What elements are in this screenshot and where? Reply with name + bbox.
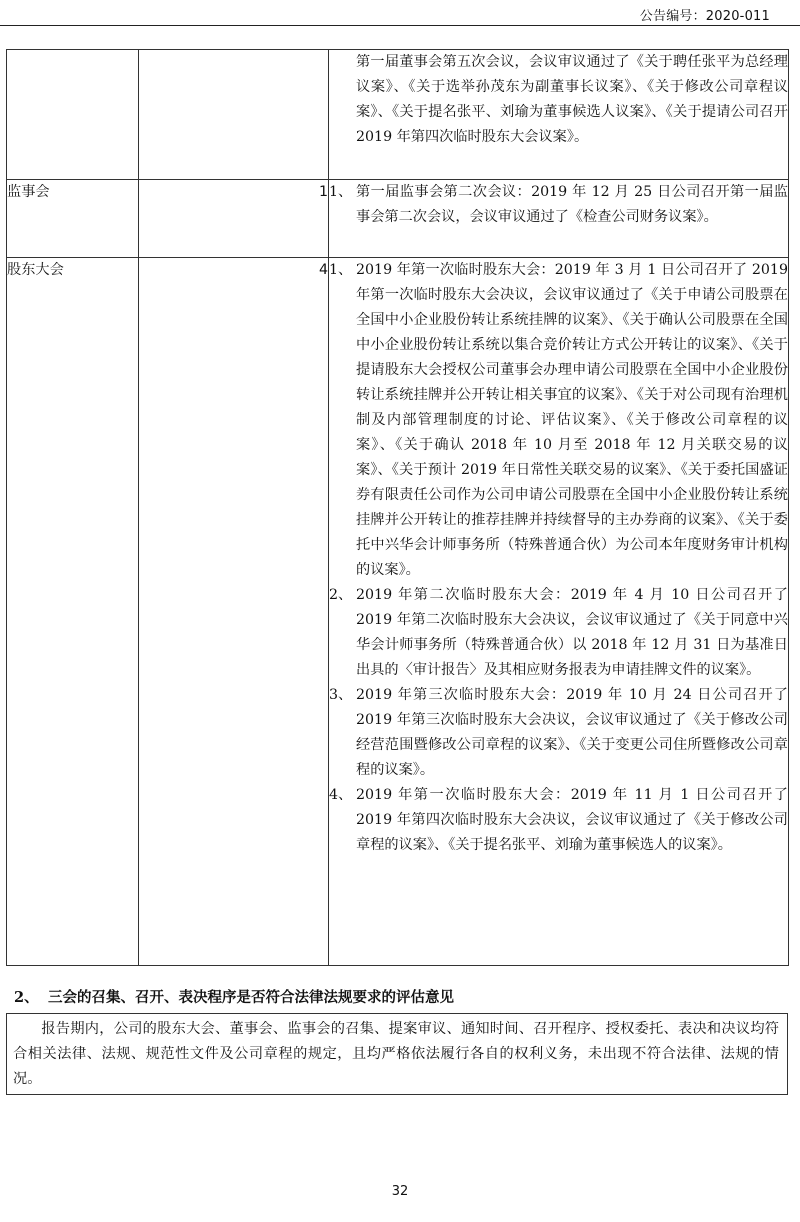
table-row: [7, 258, 789, 966]
table-cell-detail: [329, 180, 789, 258]
table-cell-count: 4: [139, 258, 329, 966]
list-item: [329, 783, 788, 858]
page-header: [0, 0, 800, 26]
table-row: [7, 50, 789, 180]
table-cell-detail: [329, 258, 789, 966]
list-item: [329, 180, 788, 230]
section-title: 三会的召集、召开、表决程序是否符合法律法规要求的评估意见: [48, 989, 454, 1006]
item-number: 1、: [329, 184, 353, 200]
list-item: [329, 583, 788, 683]
item-text: 2019 年第一次临时股东大会：2019 年 11 月 1 日公司召开了 2019 年第四次临时股东大会决议，会议审议通过了《关于修改公司章程的议案》、《关于提名张平、刘瑜为董事候选人的议案》。: [356, 787, 788, 853]
table-cell-count: [139, 50, 329, 180]
table-cell-body: 监事会: [7, 180, 139, 258]
assessment-opinion: 报告期内，公司的股东大会、董事会、监事会的召集、提案审议、通知时间、召开程序、授权委托、表决和决议均符合相关法律、法规、规范性文件及公司章程的规定，且均严格依法履行各自的权利义务，未出现不符合法律、法规的情况。: [6, 1013, 788, 1095]
table-row: [7, 180, 789, 258]
item-number: 2、: [329, 587, 353, 603]
item-text: 第一届监事会第二次会议：2019 年 12 月 25 日公司召开第一届监事会第二次会议，会议审议通过了《检查公司财务议案》。: [356, 184, 788, 225]
meetings-table: [6, 49, 789, 966]
table-cell-count: 1: [139, 180, 329, 258]
item-number: 4、: [329, 787, 353, 803]
item-text: 2019 年第二次临时股东大会：2019 年 4 月 10 日公司召开了 2019 年第二次临时股东大会决议，会议审议通过了《关于同意中兴华会计师事务所（特殊普通合伙）以 2018 年 12 月 31 日为基准日出具的〈审计报告〉及其相应财务报表为申请挂牌文件的议案》。: [356, 587, 788, 678]
section-number: 2、: [14, 989, 39, 1006]
table-cell-body: [7, 50, 139, 180]
continuation-text: 第一届董事会第五次会议，会议审议通过了《关于聘任张平为总经理议案》、《关于选举孙茂东为副董事长议案》、《关于修改公司章程议案》、《关于提名张平、刘瑜为董事候选人议案》、《关于提请公司召开 2019 年第四次临时股东大会议案》。: [356, 54, 788, 145]
section-heading: [14, 986, 454, 1007]
page-number: 32: [391, 1184, 409, 1199]
item-text: 2019 年第三次临时股东大会：2019 年 10 月 24 日公司召开了 2019 年第三次临时股东大会决议，会议审议通过了《关于修改公司经营范围暨修改公司章程的议案》、《关于变更公司住所暨修改公司章程的议案》。: [356, 687, 788, 778]
item-number: 1、: [329, 262, 353, 278]
list-item: [329, 683, 788, 783]
document-number: 公告编号：2020-011: [639, 9, 770, 24]
table-cell-detail: [329, 50, 789, 180]
item-number: 3、: [329, 687, 353, 703]
list-item: [329, 258, 788, 583]
item-text: 2019 年第一次临时股东大会：2019 年 3 月 1 日公司召开了 2019 年第一次临时股东大会决议，会议审议通过了《关于申请公司股票在全国中小企业股份转让系统挂牌的议案》、《关于确认公司股票在全国中小企业股份转让系统以集合竞价转让方式公开转让的议案》、《关于提请股东大会授权公司董事会办理申请公司股票在全国中小企业股份转让系统挂牌并公开转让相关事宜的议案》、《关于对公司现有治理机制及内部管理制度的讨论、评估议案》、《关于修改公司章程的议案》、《关于确认 2018 年 10 月至 2018 年 12 月关联交易的议案》、《关于预计 2019 年日常性关联交易的议案》、《关于委托国盛证券有限责任公司作为公司申请公司股票在全国中小企业股份转让系统挂牌并公开转让的推荐挂牌并持续督导的主办券商的议案》、《关于委托中兴华会计师事务所（特殊普通合伙）为公司本年度财务审计机构的议案》。: [356, 262, 788, 578]
table-cell-body: 股东大会: [7, 258, 139, 966]
